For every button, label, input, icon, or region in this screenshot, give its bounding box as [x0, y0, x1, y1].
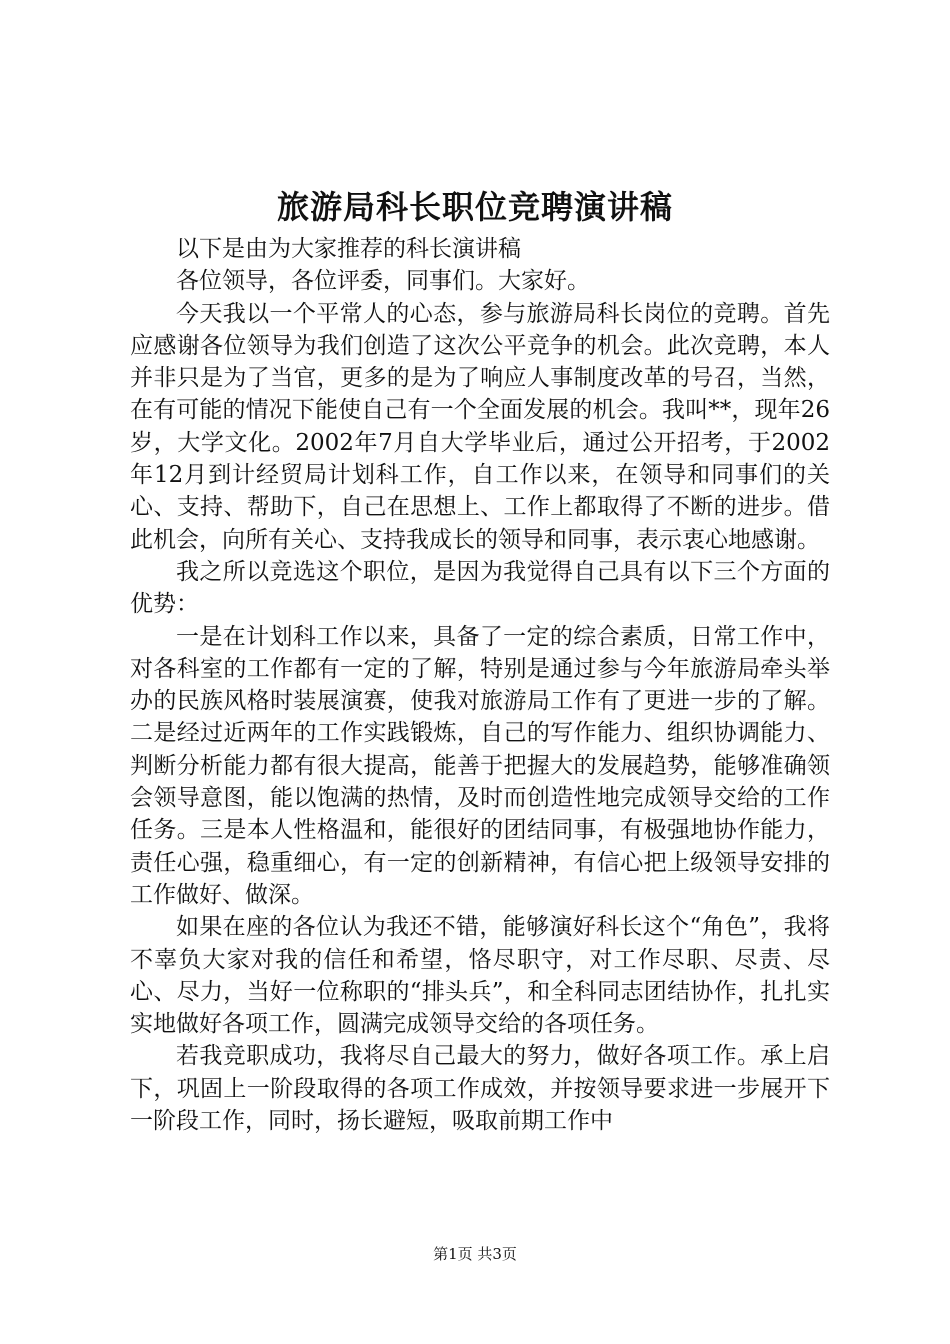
paragraph-greeting: 各位领导，各位评委，同事们。大家好。	[176, 268, 590, 295]
paragraph-intro: 以下是由为大家推荐的科长演讲稿	[176, 236, 521, 262]
document-body	[130, 233, 830, 1137]
page-footer: 第1页 共3页	[433, 1245, 517, 1263]
paragraph-self-introduction: 今天我以一个平常人的心态，参与旅游局科长岗位的竞聘。首先应感谢各位领导为我们创造了这次公平竞争的机会。此次竞聘，本人并非只是为了当官，更多的是为了响应人事制度改革的号召，当然，在有可能的情况下能使自己有一个全面发展的机会。我叫**，现年26岁，大学文化。2002年7月自大学毕业后，通过公开招考，于2002年12月到计经贸局计划科工作，自工作以来，在领导和同事们的关心、支持、帮助下，自己在思想上、工作上都取得了不断的进步。借此机会，向所有关心、支持我成长的领导和同事，表示衷心地感谢。	[130, 300, 830, 553]
paragraph-plan: 若我竞职成功，我将尽自己最大的努力，做好各项工作。承上启下，巩固上一阶段取得的各项工作成效，并按领导要求进一步展开下一阶段工作，同时，扬长避短，吸取前期工作中	[130, 1043, 830, 1135]
paragraph-advantages: 一是在计划科工作以来，具备了一定的综合素质，日常工作中，对各科室的工作都有一定的了解，特别是通过参与今年旅游局牵头举办的民族风格时装展演赛，使我对旅游局工作有了更进一步的了解。二是经过近两年的工作实践锻炼，自己的写作能力、组织协调能力、判断分析能力都有很大提高，能善于把握大的发展趋势，能够准确领会领导意图，能以饱满的热情，及时而创造性地完成领导交给的工作任务。三是本人性格温和，能很好的团结同事，有极强地协作能力，责任心强，稳重细心，有一定的创新精神，有信心把上级领导安排的工作做好、做深。	[130, 623, 830, 908]
document-title: 旅游局科长职位竞聘演讲稿	[276, 188, 673, 226]
paragraph-commitment: 如果在座的各位认为我还不错，能够演好科长这个“角色”，我将不辜负大家对我的信任和希望，恪尽职守，对工作尽职、尽责、尽心、尽力，当好一位称职的“排头兵”，和全科同志团结协作，扎扎实实地做好各项工作，圆满完成领导交给的各项任务。	[130, 914, 830, 1038]
paragraph-reason: 我之所以竞选这个职位，是因为我觉得自己具有以下三个方面的优势：	[130, 558, 830, 618]
